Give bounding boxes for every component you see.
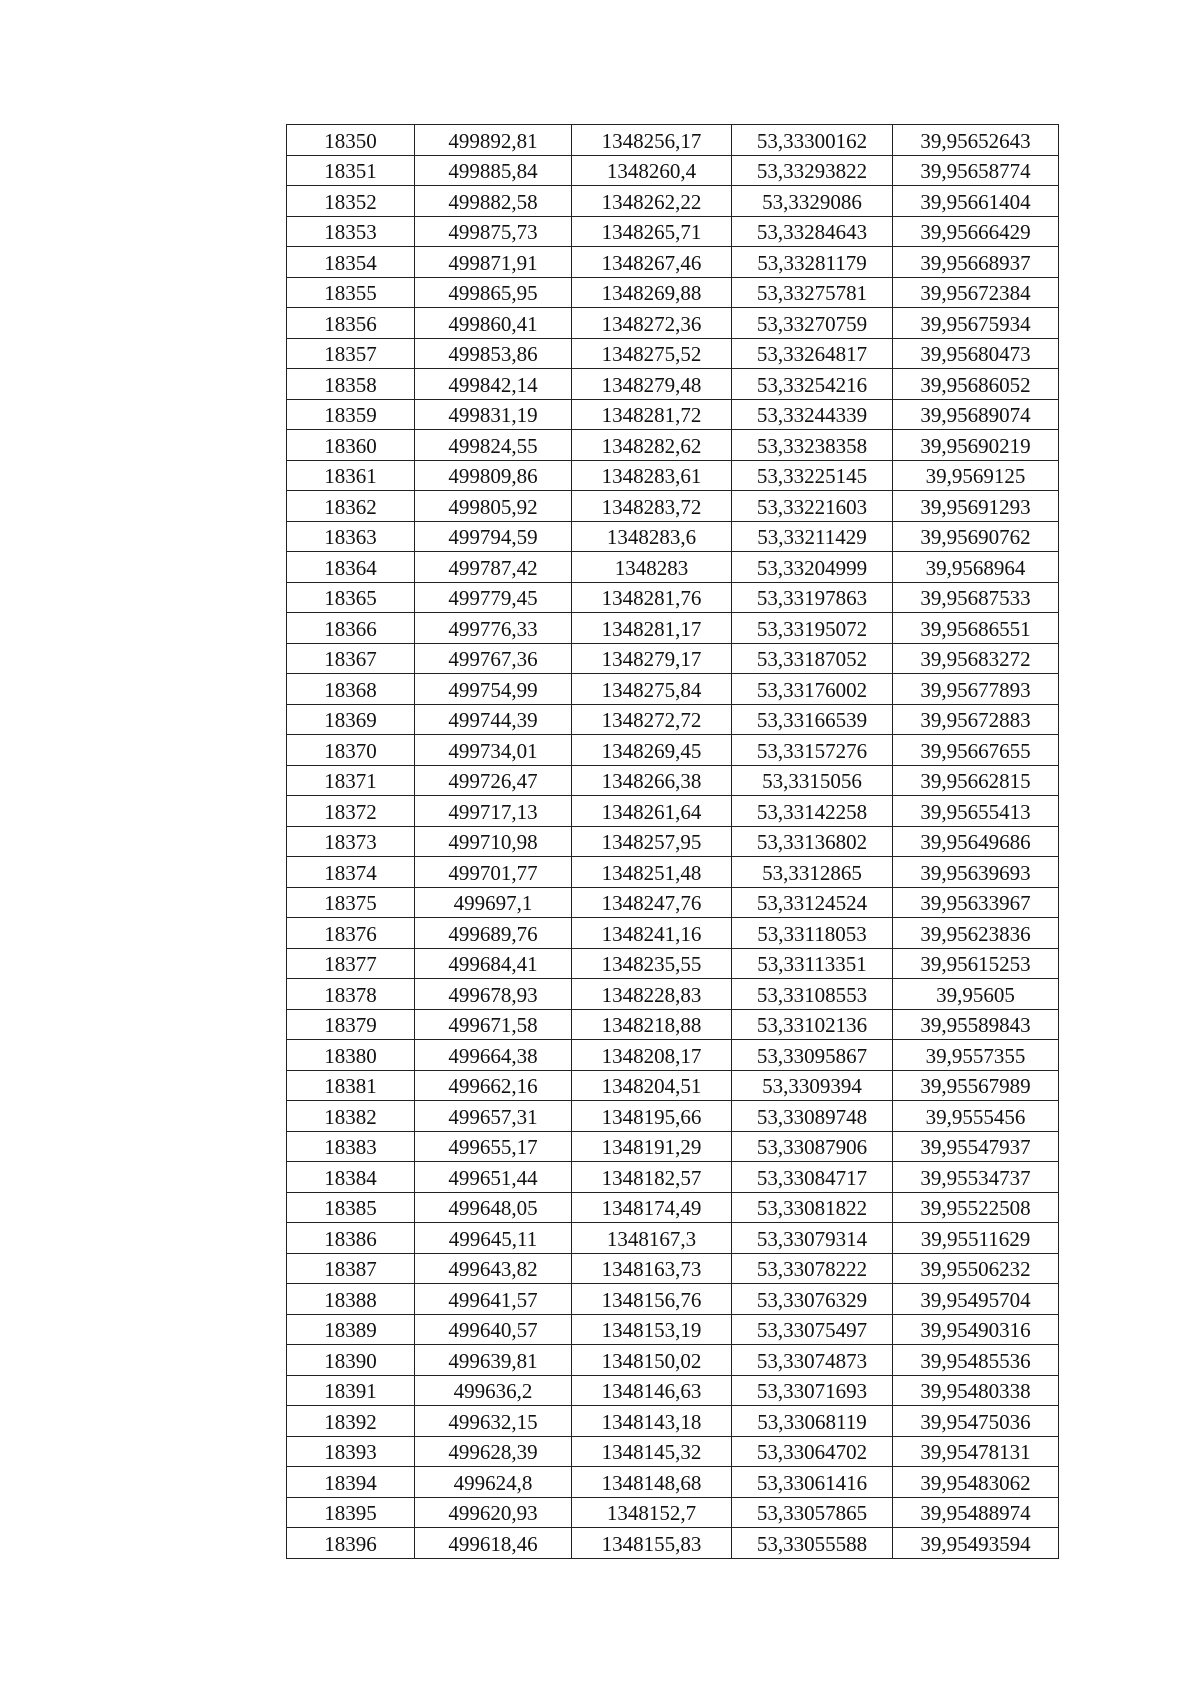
x-coordinate-cell: 499882,58 [415, 186, 572, 217]
latitude-cell: 53,33187052 [732, 643, 893, 674]
x-coordinate-cell: 499620,93 [415, 1497, 572, 1528]
coordinates-table-body [287, 125, 1059, 1559]
point-number-cell: 18374 [287, 857, 415, 888]
x-coordinate-cell: 499892,81 [415, 125, 572, 156]
point-number-cell: 18371 [287, 765, 415, 796]
latitude-cell: 53,33084717 [732, 1162, 893, 1193]
longitude-cell: 39,95506232 [893, 1253, 1059, 1284]
x-coordinate-cell: 499641,57 [415, 1284, 572, 1315]
point-number-cell: 18373 [287, 826, 415, 857]
y-coordinate-cell: 1348260,4 [572, 155, 732, 186]
y-coordinate-cell: 1348167,3 [572, 1223, 732, 1254]
y-coordinate-cell: 1348283,61 [572, 460, 732, 491]
longitude-cell: 39,95686551 [893, 613, 1059, 644]
latitude-cell: 53,33221603 [732, 491, 893, 522]
table-row [287, 1528, 1059, 1559]
longitude-cell: 39,95490316 [893, 1314, 1059, 1345]
point-number-cell: 18382 [287, 1101, 415, 1132]
y-coordinate-cell: 1348279,48 [572, 369, 732, 400]
table-row [287, 369, 1059, 400]
latitude-cell: 53,33204999 [732, 552, 893, 583]
table-row [287, 216, 1059, 247]
latitude-cell: 53,33176002 [732, 674, 893, 705]
longitude-cell: 39,95649686 [893, 826, 1059, 857]
x-coordinate-cell: 499664,38 [415, 1040, 572, 1071]
y-coordinate-cell: 1348145,32 [572, 1436, 732, 1467]
table-row [287, 186, 1059, 217]
x-coordinate-cell: 499701,77 [415, 857, 572, 888]
point-number-cell: 18388 [287, 1284, 415, 1315]
latitude-cell: 53,33118053 [732, 918, 893, 949]
longitude-cell: 39,95661404 [893, 186, 1059, 217]
x-coordinate-cell: 499697,1 [415, 887, 572, 918]
table-row [287, 552, 1059, 583]
longitude-cell: 39,95690762 [893, 521, 1059, 552]
point-number-cell: 18376 [287, 918, 415, 949]
longitude-cell: 39,9555456 [893, 1101, 1059, 1132]
y-coordinate-cell: 1348146,63 [572, 1375, 732, 1406]
y-coordinate-cell: 1348281,72 [572, 399, 732, 430]
longitude-cell: 39,95534737 [893, 1162, 1059, 1193]
y-coordinate-cell: 1348204,51 [572, 1070, 732, 1101]
table-row [287, 887, 1059, 918]
x-coordinate-cell: 499809,86 [415, 460, 572, 491]
longitude-cell: 39,95666429 [893, 216, 1059, 247]
latitude-cell: 53,33211429 [732, 521, 893, 552]
point-number-cell: 18390 [287, 1345, 415, 1376]
x-coordinate-cell: 499754,99 [415, 674, 572, 705]
point-number-cell: 18359 [287, 399, 415, 430]
table-row [287, 1162, 1059, 1193]
point-number-cell: 18394 [287, 1467, 415, 1498]
table-row [287, 1497, 1059, 1528]
longitude-cell: 39,95662815 [893, 765, 1059, 796]
latitude-cell: 53,33071693 [732, 1375, 893, 1406]
longitude-cell: 39,95589843 [893, 1009, 1059, 1040]
point-number-cell: 18351 [287, 155, 415, 186]
coordinates-table [286, 124, 1059, 1559]
longitude-cell: 39,95668937 [893, 247, 1059, 278]
table-row [287, 1467, 1059, 1498]
point-number-cell: 18357 [287, 338, 415, 369]
y-coordinate-cell: 1348143,18 [572, 1406, 732, 1437]
point-number-cell: 18370 [287, 735, 415, 766]
table-row [287, 1009, 1059, 1040]
longitude-cell: 39,95633967 [893, 887, 1059, 918]
point-number-cell: 18355 [287, 277, 415, 308]
y-coordinate-cell: 1348256,17 [572, 125, 732, 156]
point-number-cell: 18379 [287, 1009, 415, 1040]
longitude-cell: 39,95522508 [893, 1192, 1059, 1223]
y-coordinate-cell: 1348281,17 [572, 613, 732, 644]
point-number-cell: 18353 [287, 216, 415, 247]
y-coordinate-cell: 1348283,72 [572, 491, 732, 522]
longitude-cell: 39,95689074 [893, 399, 1059, 430]
y-coordinate-cell: 1348208,17 [572, 1040, 732, 1071]
table-row [287, 704, 1059, 735]
table-row [287, 643, 1059, 674]
point-number-cell: 18365 [287, 582, 415, 613]
latitude-cell: 53,33075497 [732, 1314, 893, 1345]
x-coordinate-cell: 499618,46 [415, 1528, 572, 1559]
longitude-cell: 39,95672384 [893, 277, 1059, 308]
latitude-cell: 53,3309394 [732, 1070, 893, 1101]
table-row [287, 613, 1059, 644]
point-number-cell: 18358 [287, 369, 415, 400]
longitude-cell: 39,95547937 [893, 1131, 1059, 1162]
y-coordinate-cell: 1348148,68 [572, 1467, 732, 1498]
y-coordinate-cell: 1348241,16 [572, 918, 732, 949]
latitude-cell: 53,33264817 [732, 338, 893, 369]
y-coordinate-cell: 1348155,83 [572, 1528, 732, 1559]
point-number-cell: 18362 [287, 491, 415, 522]
table-row [287, 491, 1059, 522]
latitude-cell: 53,3312865 [732, 857, 893, 888]
y-coordinate-cell: 1348228,83 [572, 979, 732, 1010]
longitude-cell: 39,95615253 [893, 948, 1059, 979]
table-row [287, 735, 1059, 766]
table-row [287, 979, 1059, 1010]
y-coordinate-cell: 1348218,88 [572, 1009, 732, 1040]
x-coordinate-cell: 499678,93 [415, 979, 572, 1010]
point-number-cell: 18361 [287, 460, 415, 491]
longitude-cell: 39,95493594 [893, 1528, 1059, 1559]
latitude-cell: 53,33087906 [732, 1131, 893, 1162]
latitude-cell: 53,33102136 [732, 1009, 893, 1040]
x-coordinate-cell: 499671,58 [415, 1009, 572, 1040]
y-coordinate-cell: 1348283,6 [572, 521, 732, 552]
table-row [287, 796, 1059, 827]
table-row [287, 521, 1059, 552]
y-coordinate-cell: 1348275,84 [572, 674, 732, 705]
longitude-cell: 39,95675934 [893, 308, 1059, 339]
point-number-cell: 18391 [287, 1375, 415, 1406]
table-row [287, 857, 1059, 888]
point-number-cell: 18395 [287, 1497, 415, 1528]
latitude-cell: 53,33108553 [732, 979, 893, 1010]
latitude-cell: 53,33064702 [732, 1436, 893, 1467]
y-coordinate-cell: 1348156,76 [572, 1284, 732, 1315]
table-row [287, 582, 1059, 613]
point-number-cell: 18360 [287, 430, 415, 461]
x-coordinate-cell: 499767,36 [415, 643, 572, 674]
point-number-cell: 18364 [287, 552, 415, 583]
longitude-cell: 39,95667655 [893, 735, 1059, 766]
longitude-cell: 39,95475036 [893, 1406, 1059, 1437]
latitude-cell: 53,33284643 [732, 216, 893, 247]
table-row [287, 1070, 1059, 1101]
x-coordinate-cell: 499636,2 [415, 1375, 572, 1406]
longitude-cell: 39,95658774 [893, 155, 1059, 186]
longitude-cell: 39,95683272 [893, 643, 1059, 674]
x-coordinate-cell: 499871,91 [415, 247, 572, 278]
x-coordinate-cell: 499853,86 [415, 338, 572, 369]
longitude-cell: 39,95488974 [893, 1497, 1059, 1528]
point-number-cell: 18380 [287, 1040, 415, 1071]
latitude-cell: 53,33124524 [732, 887, 893, 918]
latitude-cell: 53,33113351 [732, 948, 893, 979]
latitude-cell: 53,33142258 [732, 796, 893, 827]
table-row [287, 826, 1059, 857]
x-coordinate-cell: 499689,76 [415, 918, 572, 949]
y-coordinate-cell: 1348269,88 [572, 277, 732, 308]
y-coordinate-cell: 1348281,76 [572, 582, 732, 613]
point-number-cell: 18387 [287, 1253, 415, 1284]
x-coordinate-cell: 499648,05 [415, 1192, 572, 1223]
x-coordinate-cell: 499831,19 [415, 399, 572, 430]
table-row [287, 277, 1059, 308]
latitude-cell: 53,33300162 [732, 125, 893, 156]
x-coordinate-cell: 499885,84 [415, 155, 572, 186]
longitude-cell: 39,95686052 [893, 369, 1059, 400]
y-coordinate-cell: 1348235,55 [572, 948, 732, 979]
y-coordinate-cell: 1348265,71 [572, 216, 732, 247]
latitude-cell: 53,33270759 [732, 308, 893, 339]
longitude-cell: 39,9557355 [893, 1040, 1059, 1071]
latitude-cell: 53,33166539 [732, 704, 893, 735]
y-coordinate-cell: 1348191,29 [572, 1131, 732, 1162]
longitude-cell: 39,95655413 [893, 796, 1059, 827]
latitude-cell: 53,33197863 [732, 582, 893, 613]
latitude-cell: 53,33078222 [732, 1253, 893, 1284]
longitude-cell: 39,95691293 [893, 491, 1059, 522]
table-row [287, 308, 1059, 339]
y-coordinate-cell: 1348153,19 [572, 1314, 732, 1345]
latitude-cell: 53,33157276 [732, 735, 893, 766]
point-number-cell: 18389 [287, 1314, 415, 1345]
y-coordinate-cell: 1348272,36 [572, 308, 732, 339]
table-row [287, 247, 1059, 278]
latitude-cell: 53,33254216 [732, 369, 893, 400]
longitude-cell: 39,95567989 [893, 1070, 1059, 1101]
x-coordinate-cell: 499710,98 [415, 826, 572, 857]
x-coordinate-cell: 499744,39 [415, 704, 572, 735]
x-coordinate-cell: 499779,45 [415, 582, 572, 613]
table-row [287, 338, 1059, 369]
latitude-cell: 53,33238358 [732, 430, 893, 461]
table-row [287, 1314, 1059, 1345]
point-number-cell: 18378 [287, 979, 415, 1010]
latitude-cell: 53,3315056 [732, 765, 893, 796]
table-row [287, 1284, 1059, 1315]
x-coordinate-cell: 499865,95 [415, 277, 572, 308]
y-coordinate-cell: 1348272,72 [572, 704, 732, 735]
longitude-cell: 39,95495704 [893, 1284, 1059, 1315]
latitude-cell: 53,3329086 [732, 186, 893, 217]
y-coordinate-cell: 1348282,62 [572, 430, 732, 461]
point-number-cell: 18350 [287, 125, 415, 156]
table-row [287, 1345, 1059, 1376]
y-coordinate-cell: 1348182,57 [572, 1162, 732, 1193]
longitude-cell: 39,95687533 [893, 582, 1059, 613]
table-row [287, 1436, 1059, 1467]
latitude-cell: 53,33095867 [732, 1040, 893, 1071]
table-row [287, 1131, 1059, 1162]
longitude-cell: 39,95485536 [893, 1345, 1059, 1376]
y-coordinate-cell: 1348257,95 [572, 826, 732, 857]
latitude-cell: 53,33079314 [732, 1223, 893, 1254]
y-coordinate-cell: 1348163,73 [572, 1253, 732, 1284]
table-row [287, 765, 1059, 796]
longitude-cell: 39,95639693 [893, 857, 1059, 888]
latitude-cell: 53,33293822 [732, 155, 893, 186]
y-coordinate-cell: 1348261,64 [572, 796, 732, 827]
table-row [287, 1253, 1059, 1284]
longitude-cell: 39,95483062 [893, 1467, 1059, 1498]
y-coordinate-cell: 1348247,76 [572, 887, 732, 918]
table-row [287, 1223, 1059, 1254]
y-coordinate-cell: 1348150,02 [572, 1345, 732, 1376]
latitude-cell: 53,33225145 [732, 460, 893, 491]
point-number-cell: 18367 [287, 643, 415, 674]
x-coordinate-cell: 499640,57 [415, 1314, 572, 1345]
y-coordinate-cell: 1348195,66 [572, 1101, 732, 1132]
y-coordinate-cell: 1348174,49 [572, 1192, 732, 1223]
point-number-cell: 18372 [287, 796, 415, 827]
x-coordinate-cell: 499655,17 [415, 1131, 572, 1162]
point-number-cell: 18375 [287, 887, 415, 918]
longitude-cell: 39,95690219 [893, 430, 1059, 461]
latitude-cell: 53,33074873 [732, 1345, 893, 1376]
point-number-cell: 18363 [287, 521, 415, 552]
point-number-cell: 18386 [287, 1223, 415, 1254]
table-row [287, 155, 1059, 186]
table-row [287, 1101, 1059, 1132]
y-coordinate-cell: 1348152,7 [572, 1497, 732, 1528]
x-coordinate-cell: 499643,82 [415, 1253, 572, 1284]
latitude-cell: 53,33089748 [732, 1101, 893, 1132]
x-coordinate-cell: 499628,39 [415, 1436, 572, 1467]
y-coordinate-cell: 1348279,17 [572, 643, 732, 674]
x-coordinate-cell: 499645,11 [415, 1223, 572, 1254]
latitude-cell: 53,33076329 [732, 1284, 893, 1315]
point-number-cell: 18383 [287, 1131, 415, 1162]
point-number-cell: 18385 [287, 1192, 415, 1223]
point-number-cell: 18366 [287, 613, 415, 644]
point-number-cell: 18393 [287, 1436, 415, 1467]
point-number-cell: 18396 [287, 1528, 415, 1559]
x-coordinate-cell: 499734,01 [415, 735, 572, 766]
table-row [287, 1406, 1059, 1437]
x-coordinate-cell: 499776,33 [415, 613, 572, 644]
latitude-cell: 53,33195072 [732, 613, 893, 644]
longitude-cell: 39,9569125 [893, 460, 1059, 491]
table-row [287, 125, 1059, 156]
y-coordinate-cell: 1348267,46 [572, 247, 732, 278]
point-number-cell: 18368 [287, 674, 415, 705]
longitude-cell: 39,95605 [893, 979, 1059, 1010]
latitude-cell: 53,33068119 [732, 1406, 893, 1437]
x-coordinate-cell: 499639,81 [415, 1345, 572, 1376]
table-row [287, 430, 1059, 461]
y-coordinate-cell: 1348251,48 [572, 857, 732, 888]
point-number-cell: 18369 [287, 704, 415, 735]
point-number-cell: 18354 [287, 247, 415, 278]
longitude-cell: 39,95677893 [893, 674, 1059, 705]
longitude-cell: 39,95680473 [893, 338, 1059, 369]
point-number-cell: 18356 [287, 308, 415, 339]
table-row [287, 460, 1059, 491]
x-coordinate-cell: 499632,15 [415, 1406, 572, 1437]
longitude-cell: 39,95511629 [893, 1223, 1059, 1254]
x-coordinate-cell: 499684,41 [415, 948, 572, 979]
longitude-cell: 39,95478131 [893, 1436, 1059, 1467]
x-coordinate-cell: 499624,8 [415, 1467, 572, 1498]
point-number-cell: 18392 [287, 1406, 415, 1437]
longitude-cell: 39,9568964 [893, 552, 1059, 583]
point-number-cell: 18384 [287, 1162, 415, 1193]
x-coordinate-cell: 499657,31 [415, 1101, 572, 1132]
y-coordinate-cell: 1348269,45 [572, 735, 732, 766]
longitude-cell: 39,95480338 [893, 1375, 1059, 1406]
y-coordinate-cell: 1348266,38 [572, 765, 732, 796]
latitude-cell: 53,33136802 [732, 826, 893, 857]
point-number-cell: 18352 [287, 186, 415, 217]
table-row [287, 1192, 1059, 1223]
latitude-cell: 53,33057865 [732, 1497, 893, 1528]
longitude-cell: 39,95672883 [893, 704, 1059, 735]
table-row [287, 918, 1059, 949]
x-coordinate-cell: 499794,59 [415, 521, 572, 552]
x-coordinate-cell: 499662,16 [415, 1070, 572, 1101]
x-coordinate-cell: 499824,55 [415, 430, 572, 461]
x-coordinate-cell: 499651,44 [415, 1162, 572, 1193]
latitude-cell: 53,33055588 [732, 1528, 893, 1559]
table-row [287, 948, 1059, 979]
x-coordinate-cell: 499717,13 [415, 796, 572, 827]
table-row [287, 399, 1059, 430]
table-row [287, 674, 1059, 705]
y-coordinate-cell: 1348283 [572, 552, 732, 583]
longitude-cell: 39,95623836 [893, 918, 1059, 949]
latitude-cell: 53,33081822 [732, 1192, 893, 1223]
latitude-cell: 53,33275781 [732, 277, 893, 308]
latitude-cell: 53,33281179 [732, 247, 893, 278]
y-coordinate-cell: 1348262,22 [572, 186, 732, 217]
latitude-cell: 53,33061416 [732, 1467, 893, 1498]
longitude-cell: 39,95652643 [893, 125, 1059, 156]
y-coordinate-cell: 1348275,52 [572, 338, 732, 369]
x-coordinate-cell: 499726,47 [415, 765, 572, 796]
x-coordinate-cell: 499805,92 [415, 491, 572, 522]
x-coordinate-cell: 499787,42 [415, 552, 572, 583]
x-coordinate-cell: 499875,73 [415, 216, 572, 247]
point-number-cell: 18377 [287, 948, 415, 979]
table-row [287, 1375, 1059, 1406]
x-coordinate-cell: 499860,41 [415, 308, 572, 339]
x-coordinate-cell: 499842,14 [415, 369, 572, 400]
point-number-cell: 18381 [287, 1070, 415, 1101]
table-row [287, 1040, 1059, 1071]
latitude-cell: 53,33244339 [732, 399, 893, 430]
